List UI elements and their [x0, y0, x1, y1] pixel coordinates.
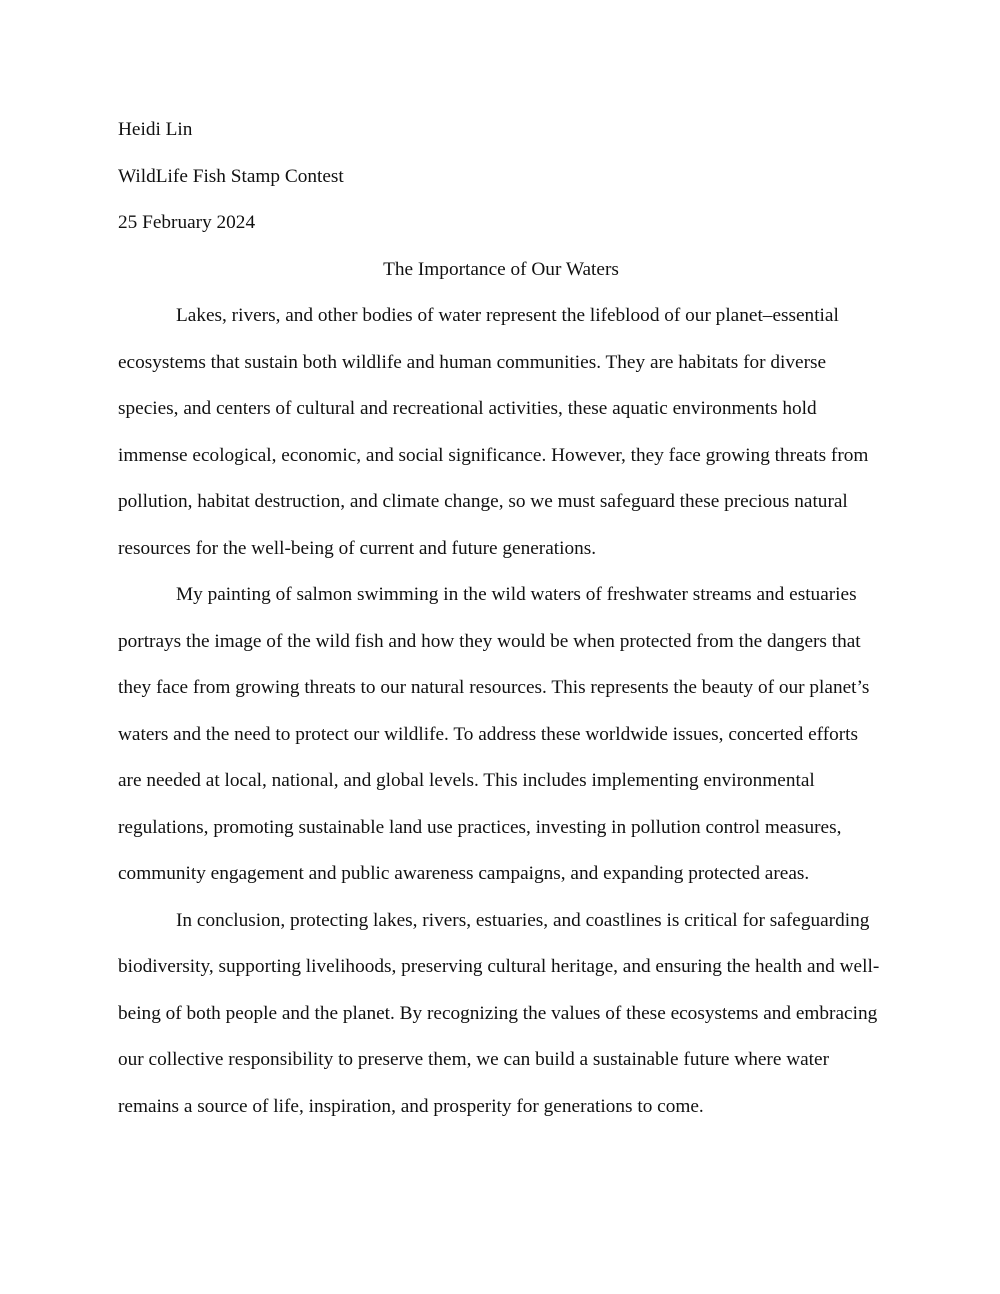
paragraph-3: In conclusion, protecting lakes, rivers, estuaries, and coastlines is critical for safeguarding biodiversity, supporting livelihoods, preserving cultural heritage, and ensuring the health and well-being of both people and the planet. By recognizing the values of these ecosystems and embracing our collective responsibility to preserve them, we can build a sustainable future where water remains a source of life, inspiration, and prosperity for generations to come. [118, 909, 880, 1117]
document-title: The Importance of Our Waters [383, 258, 619, 280]
paragraph-1: Lakes, rivers, and other bodies of water represent the lifeblood of our planet–essential ecosystems that sustain both wildlife and human communities. They are habitats for diverse species, and centers of cultural and recreational activities, these aquatic environments hold immense ecological, economic, and social significance. However, they face growing threats from pollution, habitat destruction, and climate change, so we must safeguard these precious natural resources for the well-being of current and future generations. [118, 305, 869, 559]
author-name: Heidi Lin [118, 119, 193, 140]
course-name: WildLife Fish Stamp Contest [118, 165, 344, 187]
paragraph-2: My painting of salmon swimming in the wild waters of freshwater streams and estuaries portrays the image of the wild fish and how they would be when protected from the dangers that they face from growing threats to our natural resources. This represents the beauty of our planet’s waters and the need to protect our wildlife. To address these worldwide issues, concerted efforts are needed at local, national, and global levels. This includes implementing environmental regulations, promoting sustainable land use practices, investing in pollution control measures, community engagement and public awareness campaigns, and expanding protected areas. [118, 584, 870, 884]
document-body [118, 107, 884, 1130]
document-date: 25 February 2024 [118, 212, 256, 233]
